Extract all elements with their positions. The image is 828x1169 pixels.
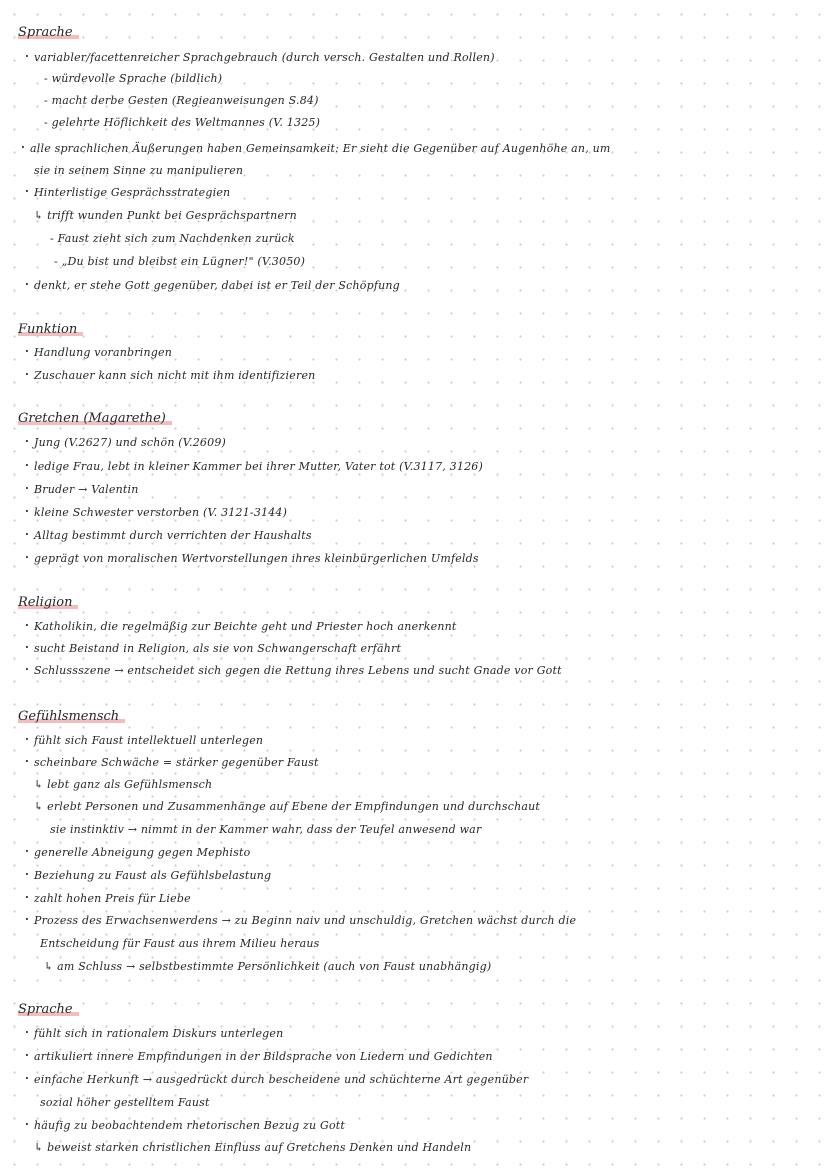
note-line: · fühlt sich Faust intellektuell unterlegen <box>34 734 263 748</box>
note-line: ↳ am Schluss → selbstbestimmte Persönlichkeit (auch von Faust unabhängig) <box>44 960 492 973</box>
note-line: · Zuschauer kann sich nicht mit ihm identifizieren <box>34 369 315 383</box>
note-line: · häufig zu beobachtendem rhetorischen Bezug zu Gott <box>34 1119 345 1133</box>
note-line: · einfache Herkunft → ausgedrückt durch bescheidene und schüchterne Art gegenüber <box>34 1073 528 1087</box>
note-line: ↳ beweist starken christlichen Einfluss auf Gretchens Denken und Handeln <box>34 1141 472 1154</box>
note-line: · Jung (V.2627) und schön (V.2609) <box>34 436 226 450</box>
note-line: · denkt, er stehe Gott gegenüber, dabei ist er Teil der Schöpfung <box>34 279 400 293</box>
section-heading: Sprache <box>18 1002 79 1018</box>
note-line: · Alltag bestimmt durch verrichten der Haushalts <box>34 529 312 543</box>
note-line: sie in seinem Sinne zu manipulieren <box>34 164 244 177</box>
note-line: · scheinbare Schwäche = stärker gegenüber Faust <box>34 756 319 770</box>
note-line: · Beziehung zu Faust als Gefühlsbelastung <box>34 869 271 883</box>
note-line: sie instinktiv → nimmt in der Kammer wahr, dass der Teufel anwesend war <box>50 823 482 836</box>
section-heading: Funktion <box>18 322 83 338</box>
note-line: Entscheidung für Faust aus ihrem Milieu heraus <box>40 937 320 950</box>
section-heading: Religion <box>18 595 78 611</box>
note-line: - Faust zieht sich zum Nachdenken zurück <box>50 232 295 245</box>
note-line: ↳ lebt ganz als Gefühlsmensch <box>34 778 213 791</box>
note-line: · ledige Frau, lebt in kleiner Kammer bei ihrer Mutter, Vater tot (V.3117, 3126) <box>34 460 483 474</box>
note-line: · Prozess des Erwachsenwerdens → zu Beginn naiv und unschuldig, Gretchen wächst durch die <box>34 914 576 928</box>
note-line: · variabler/facettenreicher Sprachgebrauch (durch versch. Gestalten und Rollen) <box>34 51 495 65</box>
note-line: · fühlt sich in rationalem Diskurs unterlegen <box>34 1027 283 1041</box>
note-line: · Hinterlistige Gesprächsstrategien <box>34 186 230 200</box>
note-line: · Katholikin, die regelmäßig zur Beichte geht und Priester hoch anerkennt <box>34 620 457 634</box>
note-line: - „Du bist und bleibst ein Lügner!" (V.3050) <box>54 255 306 268</box>
note-line: · geprägt von moralischen Wertvorstellungen ihres kleinbürgerlichen Umfelds <box>34 552 479 566</box>
note-line: ↳ erlebt Personen und Zusammenhänge auf Ebene der Empfindungen und durchschaut <box>34 800 541 813</box>
note-line: - würdevolle Sprache (bildlich) <box>44 72 223 85</box>
section-heading: Gretchen (Magarethe) <box>18 411 172 427</box>
section-heading: Sprache <box>18 25 79 41</box>
note-line: · generelle Abneigung gegen Mephisto <box>34 846 250 860</box>
note-line: · Bruder → Valentin <box>34 483 138 497</box>
note-line: · artikuliert innere Empfindungen in der Bildsprache von Liedern und Gedichten <box>34 1050 493 1064</box>
note-line: · Handlung voranbringen <box>34 346 172 360</box>
note-line: · sucht Beistand in Religion, als sie von Schwangerschaft erfährt <box>34 642 401 656</box>
note-line: · alle sprachlichen Äußerungen haben Gemeinsamkeit: Er sieht die Gegenüber auf Augenhöhe an, um <box>30 142 611 156</box>
note-line: · zahlt hohen Preis für Liebe <box>34 892 191 906</box>
note-line: · kleine Schwester verstorben (V. 3121-3144) <box>34 506 287 520</box>
note-line: sozial höher gestelltem Faust <box>40 1096 210 1109</box>
note-line: - macht derbe Gesten (Regieanweisungen S.84) <box>44 94 319 107</box>
note-line: · Schlussszene → entscheidet sich gegen die Rettung ihres Lebens und sucht Gnade vor Gott <box>34 664 562 678</box>
section-heading: Gefühlsmensch <box>18 709 125 725</box>
note-line: ↳ trifft wunden Punkt bei Gesprächspartnern <box>34 209 297 222</box>
note-line: - gelehrte Höflichkeit des Weltmannes (V. 1325) <box>44 116 321 129</box>
